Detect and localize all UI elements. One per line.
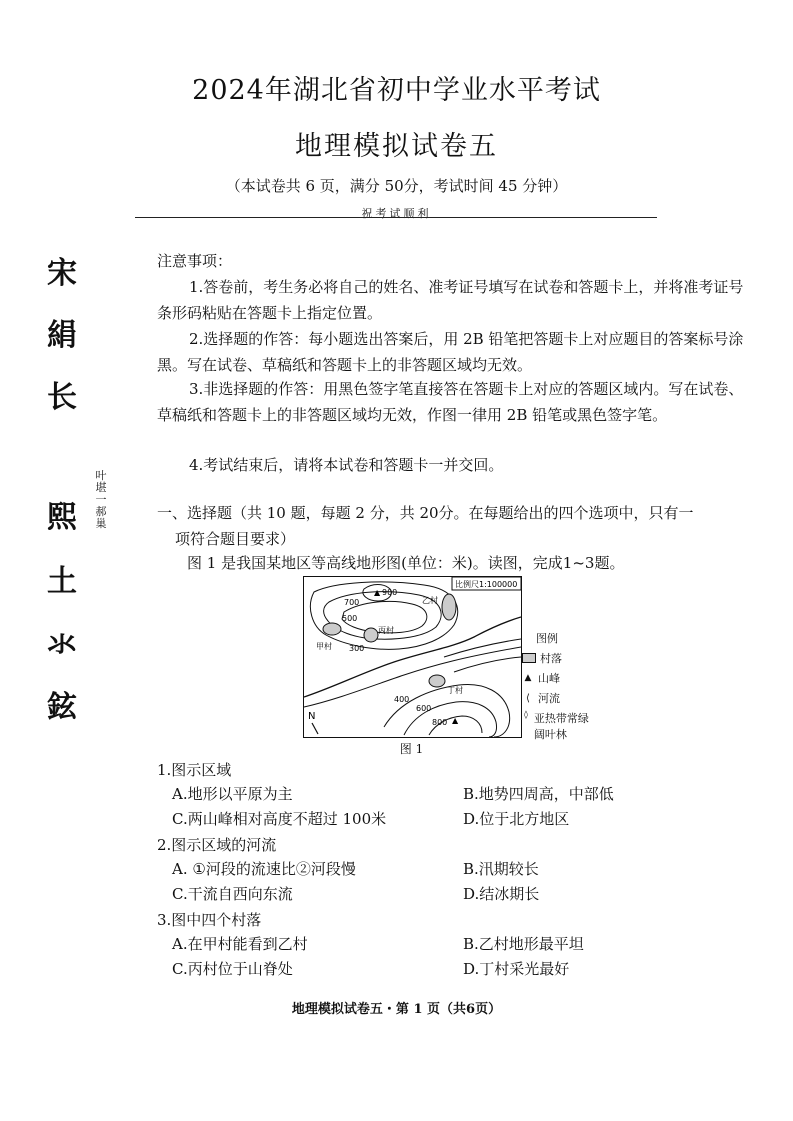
- header-rule: [135, 217, 657, 218]
- contour-label: 400: [394, 695, 410, 704]
- option-d: D.丁村采光最好: [463, 960, 570, 978]
- option-b: B.地势四周高，中部低: [463, 785, 614, 803]
- side-char: 鉉: [47, 690, 77, 725]
- question-stem: 2.图示区域的河流: [157, 836, 277, 854]
- section-title: [157, 500, 757, 552]
- village-jia: [323, 623, 341, 635]
- contour-label: 700: [344, 598, 360, 607]
- legend-item-forest: [522, 710, 592, 742]
- village-label: 丙村: [378, 626, 394, 635]
- north-label: N: [308, 711, 316, 722]
- exam-info: （本试卷共 6 页，满分 50分，考试时间 45 分钟）: [225, 177, 568, 195]
- section-title-line1: 一、选择题（共 10 题，每题 2 分，共 20分。在每题给出的四个选项中，只有一: [157, 504, 694, 522]
- village-yi: [442, 594, 456, 620]
- contour-map: [303, 576, 522, 738]
- river-icon: ⟨: [526, 692, 530, 704]
- side-char: 土: [47, 564, 77, 599]
- side-vertical-text: 叶堪一郝巢: [95, 469, 107, 530]
- wish-text: 祝考试顺利: [361, 207, 432, 220]
- question-stem: 1.图示区域: [157, 761, 232, 779]
- legend-label: 村落: [540, 652, 562, 665]
- option-c: C.干流自西向东流: [172, 885, 293, 903]
- notes-heading: 注意事项：: [157, 252, 233, 270]
- legend-label: 亚热带常绿阔叶林: [533, 712, 589, 741]
- question-stem: 3.图中四个村落: [157, 911, 262, 929]
- exam-subtitle: 地理模拟试卷五: [295, 131, 498, 162]
- peak-icon: ▲: [524, 673, 532, 683]
- legend-label: 河流: [538, 692, 560, 705]
- option-a: A.地形以平原为主: [172, 785, 293, 803]
- legend-title: 图例: [536, 632, 558, 645]
- side-char: 熙: [47, 500, 77, 535]
- scale-label: 比例尺1:100000: [455, 580, 518, 589]
- side-char: 氺: [47, 628, 77, 663]
- map-legend: [522, 630, 592, 742]
- side-char: 絹: [47, 318, 77, 353]
- contour-line: [454, 657, 521, 672]
- contour-label: 900: [382, 588, 398, 597]
- legend-item-village: [522, 650, 592, 666]
- side-char: 长: [47, 380, 77, 415]
- page-footer: 地理模拟试卷五・第 1 页（共6页）: [291, 1002, 502, 1017]
- contour-label: 800: [432, 718, 448, 727]
- peak-icon: ▲: [452, 716, 459, 725]
- village-bing: [364, 628, 378, 642]
- option-c: C.丙村位于山脊处: [172, 960, 293, 978]
- option-b: B.乙村地形最平坦: [463, 935, 584, 953]
- exam-title: 2024年湖北省初中学业水平考试: [192, 75, 601, 106]
- village-label: 甲村: [316, 642, 332, 651]
- figure-intro: 图 1 是我国某地区等高线地形图(单位：米)。读图，完成1~3题。: [187, 554, 625, 572]
- note-item: 2.选择题的作答：每小题选出答案后，用 2B 铅笔把答题卡上对应题目的答案标号涂黑。写在试卷、草稿纸和答题卡上的非答题区域均无效。: [157, 330, 744, 374]
- village-label: 乙村: [422, 596, 438, 605]
- village-swatch-icon: [522, 653, 536, 663]
- figure-caption: 图 1: [399, 742, 424, 756]
- section-title-line2: 项符合题目要求）: [175, 530, 296, 548]
- option-b: B.汛期较长: [463, 860, 539, 878]
- north-arrow: [312, 723, 318, 734]
- option-a: A.在甲村能看到乙村: [172, 935, 308, 953]
- option-d: D.结冰期长: [463, 885, 540, 903]
- note-item: 3.非选择题的作答：用黑色签字笔直接答在答题卡上对应的答题区域内。写在试卷、草稿纸和答题卡上的非答题区域均无效，作图一律用 2B 铅笔或黑色签字笔。: [157, 380, 744, 424]
- side-char: 宋: [47, 256, 77, 291]
- option-a: A. ①河段的流速比②河段慢: [172, 860, 356, 878]
- option-c: C.两山峰相对高度不超过 100米: [172, 810, 387, 828]
- contour-map-svg: [304, 577, 521, 737]
- legend-label: 山峰: [538, 672, 560, 685]
- village-ding: [429, 675, 445, 687]
- note-item: 4.考试结束后，请将本试卷和答题卡一并交回。: [189, 456, 504, 474]
- forest-icon: ◊: [523, 710, 528, 719]
- village-label: 丁村: [447, 686, 463, 695]
- note-item: 1.答卷前，考生务必将自己的姓名、准考证号填写在试卷和答题卡上，并将准考证号条形码粘贴在答题卡上指定位置。: [157, 278, 744, 322]
- legend-item-river: [522, 690, 592, 706]
- contour-label: 300: [349, 644, 365, 653]
- contour-label: 500: [342, 614, 358, 623]
- contour-label: 600: [416, 704, 432, 713]
- peak-icon: ▲: [374, 588, 381, 597]
- legend-item-peak: [522, 670, 592, 686]
- option-d: D.位于北方地区: [463, 810, 570, 828]
